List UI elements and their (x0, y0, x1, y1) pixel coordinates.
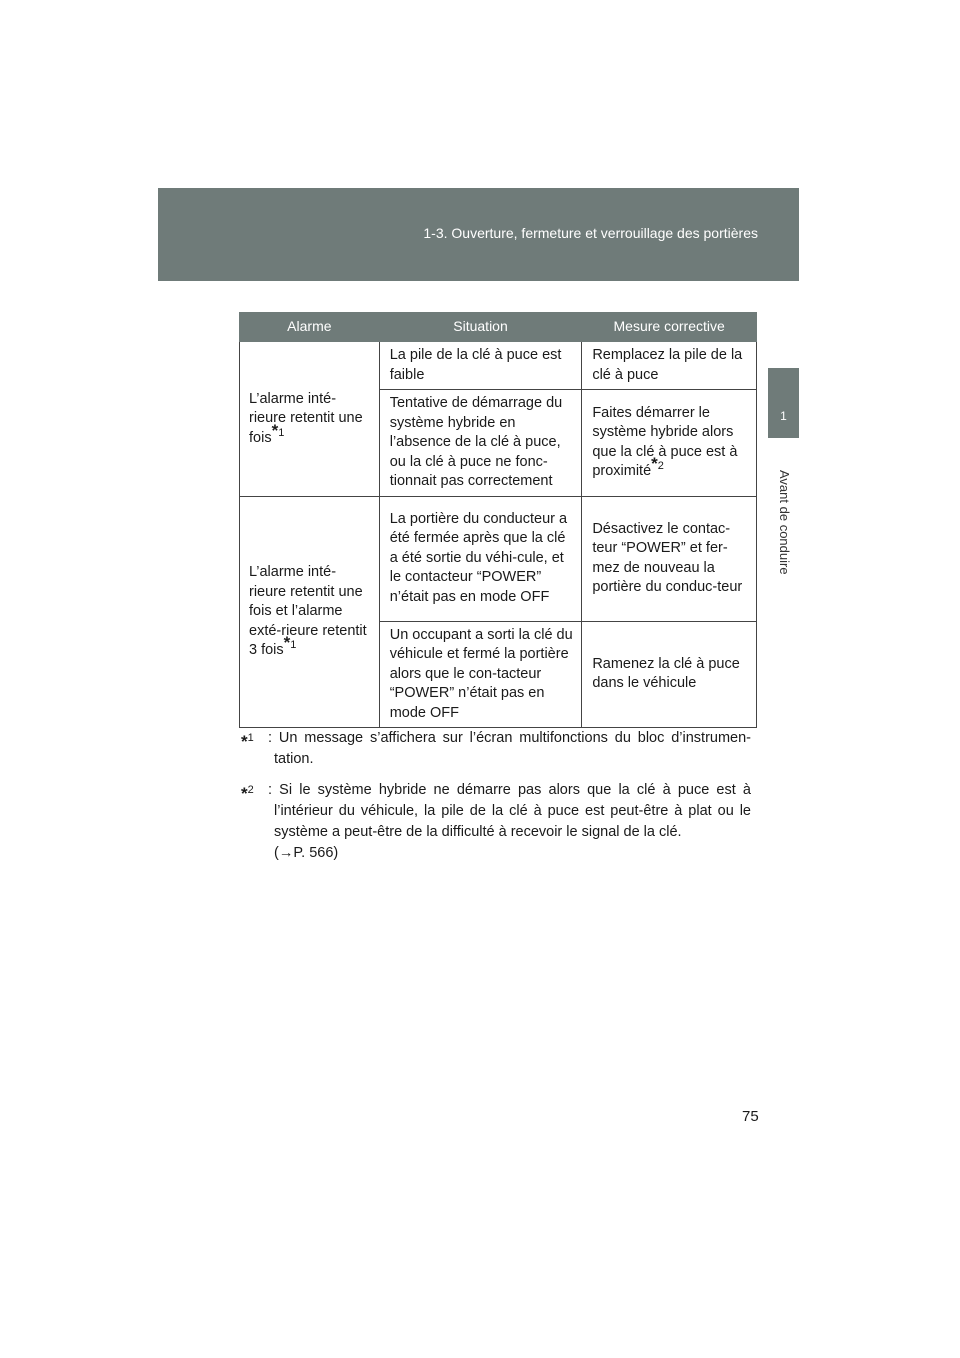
chapter-label: Avant de conduire (777, 470, 792, 575)
section-title: 1-3. Ouverture, fermeture et verrouillage des portières (423, 225, 758, 241)
footnotes (241, 728, 751, 874)
table-header-row (240, 313, 757, 342)
alarm-table (239, 312, 757, 728)
situation-cell: La portière du conducteur a été fermée après que la clé a été sortie du véhi-cule, et le contacteur “POWER” n’était pas en mode OFF (379, 496, 582, 621)
header-situation: Situation (379, 313, 582, 342)
alarm-cell: L’alarme inté-rieure retentit une fois$^{*1}$ (240, 342, 380, 497)
table-row (240, 342, 757, 390)
chapter-tab: 1 (768, 368, 799, 438)
action-cell: Ramenez la clé à puce dans le véhicule (582, 621, 757, 728)
situation-cell: La pile de la clé à puce est faible (379, 342, 582, 390)
footnote-ref: *1 (283, 633, 297, 653)
header-corrective-action: Mesure corrective (582, 313, 757, 342)
header-alarm: Alarme (240, 313, 380, 342)
footnote-marker: *$^1$ (241, 731, 254, 751)
header-band (158, 188, 799, 281)
situation-cell: Un occupant a sorti la clé du véhicule et fermé la portière alors que le con-tacteur “POWER” n’était pas en mode OFF (379, 621, 582, 728)
situation-cell: Tentative de démarrage du système hybride en l’absence de la clé à puce, ou la clé à puce ne fonc-tionnait pas correctement (379, 390, 582, 497)
footnote-text: : Si le système hybride ne démarre pas alors que la clé à puce est à l’intérieur du véhicule, la pile de la clé à puce est peut-être à plat ou le système a peut-être de la difficulté à recevoir le signal de la clé. (→P. 566) (268, 782, 751, 861)
footnote-marker: *$^2$ (241, 783, 254, 803)
alarm-cell: L’alarme inté-rieure retentit une fois et l’alarme exté-rieure retentit 3 fois$^{*1}$ (240, 496, 380, 728)
page-crossref[interactable]: (→P. 566) (274, 845, 339, 861)
action-cell: Remplacez la pile de la clé à puce (582, 342, 757, 390)
action-cell: Désactivez le contac-teur “POWER” et fer-mez de nouveau la portière du conduc-teur (582, 496, 757, 621)
footnote-ref: *2 (651, 454, 664, 474)
footnote-1 (241, 728, 751, 770)
action-cell: Faites démarrer le système hybride alors que la clé à puce est à proximité$^{*2}$ (582, 390, 757, 497)
footnote-text: : Un message s’affichera sur l’écran multifonctions du bloc d’instrumen-tation. (268, 730, 751, 767)
footnote-2 (241, 780, 751, 864)
table-row (240, 496, 757, 621)
page-number: 75 (742, 1108, 759, 1125)
footnote-ref: *1 (271, 420, 285, 440)
